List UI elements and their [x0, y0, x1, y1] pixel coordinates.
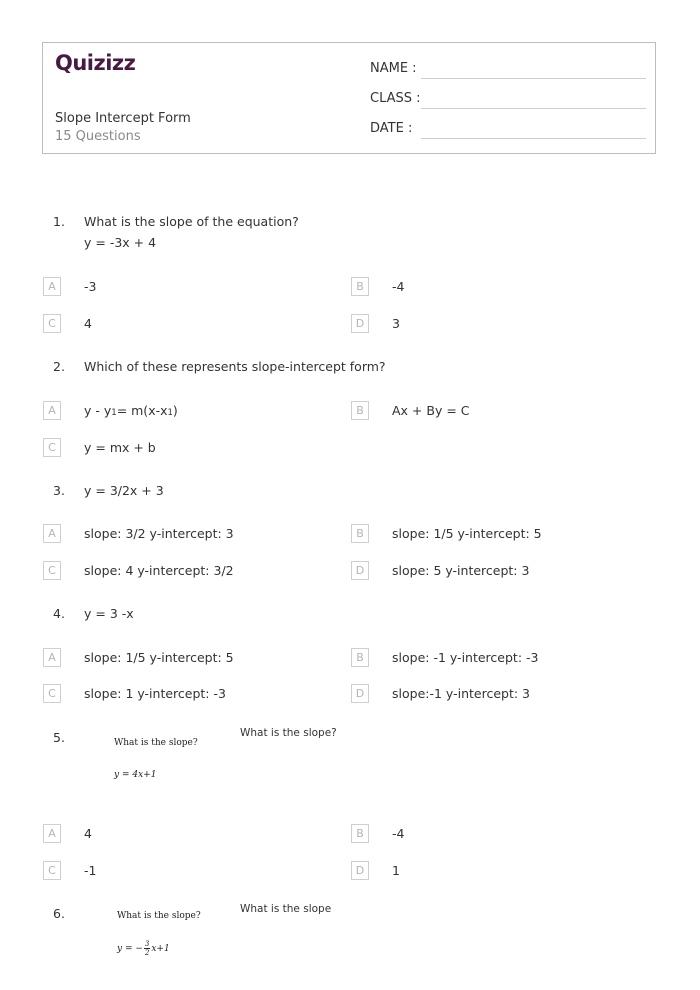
option-text: slope: 5 y-intercept: 3 [392, 563, 530, 578]
class-field[interactable] [421, 108, 646, 109]
image-question-text: What is the slope? [114, 738, 198, 748]
question-text: y = 3 -x [84, 606, 134, 621]
option-letter-c[interactable]: C [43, 561, 61, 580]
option-letter-c[interactable]: C [43, 314, 61, 333]
question-number: 1. [53, 214, 65, 229]
question-number: 3. [53, 483, 65, 498]
question-number: 4. [53, 606, 65, 621]
class-label: CLASS : [370, 91, 421, 106]
option-text: 3 [392, 316, 400, 331]
option-text: -4 [392, 279, 405, 294]
question-text [84, 211, 299, 253]
option-text: Ax + By = C [392, 403, 470, 418]
option-letter-d[interactable]: D [351, 684, 369, 703]
option-text: slope: 4 y-intercept: 3/2 [84, 563, 234, 578]
option-letter-b[interactable]: B [351, 277, 369, 296]
option-text: slope: 1/5 y-intercept: 5 [392, 526, 542, 541]
option-letter-b[interactable]: B [351, 524, 369, 543]
option-letter-b[interactable]: B [351, 401, 369, 420]
option-text: 4 [84, 826, 92, 841]
date-field[interactable] [421, 138, 646, 139]
worksheet-header [42, 42, 656, 154]
date-label: DATE : [370, 121, 413, 136]
option-text: -4 [392, 826, 405, 841]
option-text: y - y1= m(x-x1) [84, 403, 178, 418]
option-letter-d[interactable]: D [351, 861, 369, 880]
option-text: 1 [392, 863, 400, 878]
question-number: 2. [53, 359, 65, 374]
question-text: Which of these represents slope-intercept form? [84, 359, 386, 374]
option-text: y = mx + b [84, 440, 156, 455]
question-caption: What is the slope? [240, 727, 337, 739]
option-text: slope: 1 y-intercept: -3 [84, 686, 226, 701]
worksheet-title: Slope Intercept Form [55, 111, 191, 126]
option-text: slope:-1 y-intercept: 3 [392, 686, 530, 701]
option-letter-a[interactable]: A [43, 401, 61, 420]
question-text: y = 3/2x + 3 [84, 483, 164, 498]
question-text-line: What is the slope of the equation? [84, 214, 299, 229]
question-caption: What is the slope [240, 903, 332, 915]
image-question-text: What is the slope? [117, 911, 201, 921]
option-letter-a[interactable]: A [43, 524, 61, 543]
option-letter-a[interactable]: A [43, 824, 61, 843]
option-text: 4 [84, 316, 92, 331]
question-count: 15 Questions [55, 129, 141, 144]
option-letter-d[interactable]: D [351, 561, 369, 580]
option-text: slope: 1/5 y-intercept: 5 [84, 650, 234, 665]
name-field[interactable] [421, 78, 646, 79]
option-letter-d[interactable]: D [351, 314, 369, 333]
image-equation: y = − $\frac{3}{2}$ x+1 [117, 940, 170, 957]
question-number: 6. [53, 906, 65, 921]
option-letter-c[interactable]: C [43, 684, 61, 703]
option-letter-b[interactable]: B [351, 648, 369, 667]
option-text: slope: 3/2 y-intercept: 3 [84, 526, 234, 541]
image-equation: y = 4x+1 [114, 770, 157, 780]
option-text: -1 [84, 863, 97, 878]
option-letter-b[interactable]: B [351, 824, 369, 843]
name-label: NAME : [370, 61, 417, 76]
option-letter-a[interactable]: A [43, 277, 61, 296]
quizizz-logo: Quizizz [55, 51, 136, 75]
option-letter-a[interactable]: A [43, 648, 61, 667]
question-text-line: y = -3x + 4 [84, 235, 157, 250]
option-text: -3 [84, 279, 97, 294]
question-number: 5. [53, 730, 65, 745]
option-letter-c[interactable]: C [43, 438, 61, 457]
option-text: slope: -1 y-intercept: -3 [392, 650, 539, 665]
option-letter-c[interactable]: C [43, 861, 61, 880]
